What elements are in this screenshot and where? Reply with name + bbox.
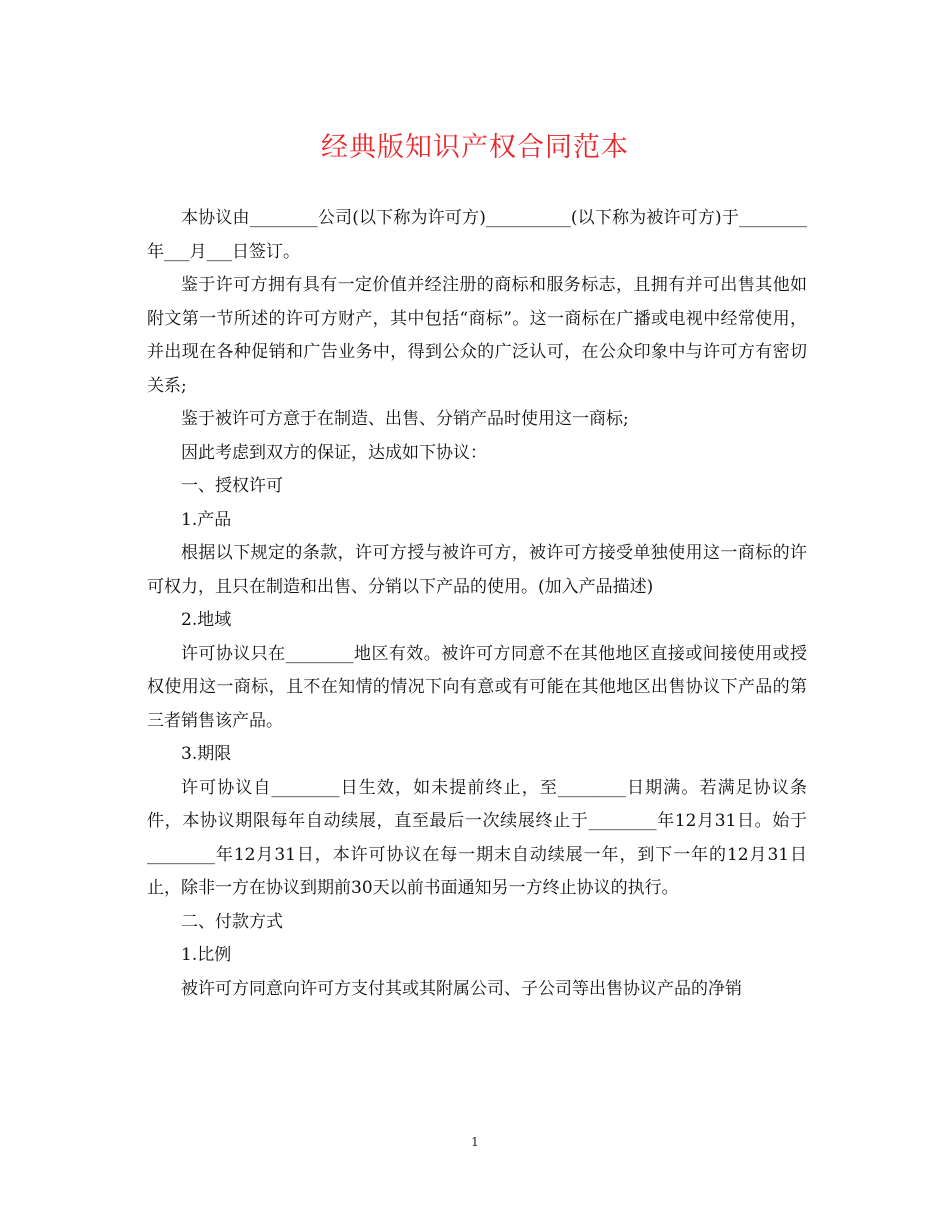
paragraph-whereas-licensee: 鉴于被许可方意于在制造、出售、分销产品时使用这一商标; [181, 409, 629, 429]
page-number: 1 [471, 1135, 479, 1149]
paragraph-agreement: 因此考虑到双方的保证，达成如下协议： [181, 442, 487, 463]
paragraph-whereas-licensor: 鉴于许可方拥有具有一定价值并经注册的商标和服务标志，且拥有并可出售其他如附文第一节所述的许可方财产，其中包括“商标”。这一商标在广播或电视中经常使用，并出现在各种促销和广告业务中，得到公众的广泛认可，在公众印象中与许可方有密切关系; [147, 275, 807, 396]
section-heading-payment: 二、付款方式 [181, 911, 283, 932]
document-title: 经典版知识产权合同范本 [321, 132, 629, 163]
paragraph-products: 根据以下规定的条款，许可方授与被许可方，被许可方接受单独使用这一商标的许可权力，且只在制造和出售、分销以下产品的使用。(加入产品描述) [147, 543, 807, 597]
subheading-term: 3.期限 [181, 744, 232, 764]
document-body [147, 202, 807, 1006]
paragraph-intro: 本协议由________公司(以下称为许可方)__________(以下称为被许可方)于________年___月___日签订。 [147, 208, 807, 262]
section-heading-license: 一、授权许可 [181, 476, 283, 496]
paragraph-term: 许可协议自________日生效，如未提前终止，至________日期满。若满足协议条件，本协议期限每年自动续展，直至最后一次续展终止于________年12月31日。始于________年12月31日，本许可协议在每一期末自动续展一年，到下一年的12月31日止，除非一方在协议到期前30天以前书面通知另一方终止协议的执行。 [147, 777, 807, 898]
subheading-ratio: 1.比例 [181, 945, 232, 965]
paragraph-ratio: 被许可方同意向许可方支付其或其附属公司、子公司等出售协议产品的净销 [181, 978, 742, 999]
subheading-products: 1.产品 [181, 509, 232, 530]
paragraph-territory: 许可协议只在________地区有效。被许可方同意不在其他地区直接或间接使用或授权使用这一商标，且不在知情的情况下向有意或有可能在其他地区出售协议下产品的第三者销售该产品。 [147, 643, 807, 731]
subheading-territory: 2.地域 [181, 610, 232, 630]
